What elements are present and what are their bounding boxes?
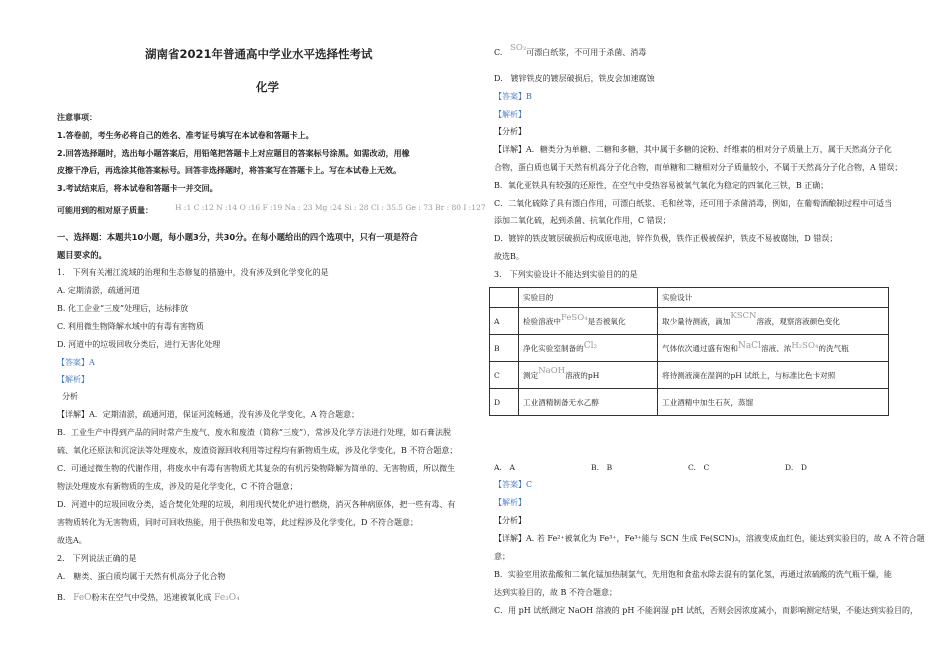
- q1-detail-1: 【详解】A．定期清淤，疏通河道，保证河流畅通，没有涉及化学变化，A 符合题意；: [57, 410, 360, 419]
- design-text: 取少量待测液，滴加: [662, 316, 731, 326]
- row-design: [658, 308, 889, 335]
- q1-option-d: D. 河道中的垃圾回收分类后，进行无害化处理: [57, 340, 221, 349]
- q2-option-c: [494, 43, 647, 58]
- q1-answer: 【答案】A: [57, 358, 95, 367]
- q3-answer: 【答案】C: [494, 480, 533, 489]
- table-cell: [490, 288, 519, 308]
- q1-fenxi: 分析: [62, 392, 78, 401]
- q2-analysis-tag: 【解析】: [494, 110, 526, 119]
- row-design: [658, 335, 889, 362]
- row-goal: [519, 362, 658, 389]
- row-goal: [519, 308, 658, 335]
- row-label: C: [490, 362, 519, 389]
- q1-analysis-tag: 【解析】: [57, 375, 89, 384]
- row-design: 工业酒精中加生石灰，蒸馏: [658, 389, 889, 416]
- q1-detail-3: 硫、氧化还原法和沉淀法等处理废水，废渣资源回收利用等过程均有新物质生成，涉及化学变化，B 不符合题意；: [57, 446, 458, 455]
- goal-formula: NaOH: [538, 365, 566, 376]
- atomic-mass-label: 可能用到的相对原子质量：: [57, 206, 153, 215]
- goal-text-post: 溶液的pH: [565, 370, 600, 380]
- q2-stem: 2. 下列说法正确的是: [57, 554, 137, 563]
- table-row: [490, 335, 889, 362]
- q2-detail-5: 添加二氧化硫，起到杀菌、抗氧化作用，C 错误；: [494, 216, 671, 225]
- q3-option-c: C. C: [688, 463, 710, 472]
- design-formula: NaCl: [737, 340, 761, 351]
- design-text-post: 溶液，观察溶液颜色变化: [756, 316, 840, 326]
- row-goal: 工业酒精制备无水乙醇: [519, 389, 658, 416]
- q2-answer: 【答案】B: [494, 92, 532, 101]
- section-heading-2: 题目要求的。: [57, 250, 107, 260]
- q3-option-d: D. D: [785, 463, 807, 472]
- q2-detail-2: 合物，蛋白质也属于天然有机高分子化合物，而单糖和二糖相对分子质量较小，不属于天然高分子化合物，A 错误；: [494, 163, 903, 172]
- q3-detail-1: 【详解】A. 若 Fe²⁺被氧化为 Fe³⁺，Fe³⁺能与 SCN 生成 Fe(SCN)₃，溶液变成血红色，能达到实验目的，故 A 不符合题: [494, 534, 925, 543]
- table-row: [490, 362, 889, 389]
- q3-option-a: A. A: [494, 463, 515, 472]
- design-formula: KSCN: [730, 310, 757, 321]
- note-2a: 2.回答选择题时，选出每小题答案后，用铅笔把答题卡上对应题目的答案标号涂黑。如需改动，用橡: [57, 149, 410, 158]
- note-2b: 皮擦干净后，再选涂其他答案标号。回答非选择题时，将答案写在答题卡上。写在本试卷上无效。: [57, 166, 401, 175]
- goal-text: 检验溶液中: [523, 316, 561, 326]
- table-row: [490, 389, 889, 416]
- goal-text: 净化实验室制备的: [523, 343, 584, 353]
- q2-option-d: D. 镀锌铁皮的镀层破损后，铁皮会加速腐蚀: [494, 74, 655, 83]
- row-goal: [519, 335, 658, 362]
- q2-detail-1: 【详解】A．糖类分为单糖、二糖和多糖，其中属于多糖的淀粉、纤维素的相对分子质量上万，属于天然高分子化: [494, 145, 892, 154]
- q3-stem: 3. 下列实验设计不能达到实验目的的是: [494, 270, 638, 279]
- q1-stem: 1. 下列有关湘江流域的治理和生态修复的措施中，没有涉及到化学变化的是: [57, 268, 329, 277]
- table-header-row: [490, 288, 889, 308]
- q3-fenxi: 【分析】: [494, 516, 526, 525]
- row-label: A: [490, 308, 519, 335]
- goal-text: 测定: [523, 370, 539, 380]
- goal-formula: FeSO₄: [560, 312, 588, 323]
- q2-detail-3: B．氧化亚铁具有较强的还原性，在空气中受热容易被氧气氧化为稳定的四氧化三铁，B 正确；: [494, 181, 829, 190]
- q1-option-c: C. 利用微生物降解水域中的有毒有害物质: [57, 322, 204, 331]
- design-text-post: 的洗气瓶: [818, 343, 849, 353]
- goal-text-post: 是否被氧化: [587, 316, 626, 326]
- section-heading-1: 一、选择题：本题共10小题，每小题3分，共30分。在每小题给出的四个选项中，只有一项是符合: [57, 232, 418, 242]
- q1-option-b: B. 化工企业“三废”处理后，达标排放: [57, 304, 189, 313]
- q1-detail-6: D．河道中的垃圾回收分类，适合焚化处理的垃圾，利用现代焚化炉进行燃烧，消灭各种病原体，把一些有毒、有: [57, 500, 456, 509]
- q3-option-b: B. B: [591, 463, 613, 472]
- table-header-goal: 实验目的: [519, 288, 658, 308]
- row-label: D: [490, 389, 519, 416]
- page-title: 湖南省2021年普通高中学业水平选择性考试: [145, 47, 373, 61]
- table-header-design: 实验设计: [658, 288, 889, 308]
- design-text: 气体依次通过盛有饱和: [662, 343, 738, 353]
- q1-detail-4: C．可通过微生物的代谢作用，将废水中有毒有害物质尤其复杂的有机污染物降解为简单的、无害物质，所以微生: [57, 464, 456, 473]
- notes-heading: 注意事项：: [57, 113, 97, 122]
- q1-detail-2: B．工业生产中得到产品的同时常产生废气、废水和废渣（简称“三废”），常涉及化学方法进行处理，如石膏法脱: [57, 428, 452, 437]
- row-label: B: [490, 335, 519, 362]
- q2-b-text: 粉末在空气中受热，迅速被氧化成: [91, 593, 212, 602]
- q1-detail-5: 物法处理废水有新物质的生成，涉及的是化学变化，C 不符合题意；: [57, 482, 298, 491]
- design-text-mid: 溶液、浓: [760, 343, 792, 353]
- subject-title: 化学: [256, 80, 279, 94]
- q2-c-formula: SO₂: [510, 43, 527, 53]
- q1-conclusion: 故选A。: [57, 536, 87, 545]
- atomic-mass-values: H :1 C :12 N :14 O :16 F :19 Na : 23 Mg :24 Si : 28 Cl : 35.5 Ge : 73 Br : 80 I :127: [175, 203, 486, 212]
- q2-fenxi: 【分析】: [494, 127, 526, 136]
- q2-b-formula-2: Fe₃O₄: [214, 593, 240, 603]
- q2-c-text: 可漂白纸浆，不可用于杀菌、消毒: [526, 48, 647, 57]
- table-row: [490, 308, 889, 335]
- goal-formula: Cl₂: [583, 340, 598, 351]
- note-3: 3.考试结束后，将本试卷和答题卡一并交回。: [57, 184, 218, 193]
- design-formula-2: H₂SO₄: [791, 340, 819, 351]
- q1-option-a: A. 定期清淤，疏通河道: [57, 286, 140, 295]
- q2-b-formula: FeO: [73, 593, 92, 603]
- q1-detail-7: 害物质转化为无害物质，同时可回收热能，用于供热和发电等，此过程涉及化学变化，D 不符合题意；: [57, 518, 418, 527]
- q2-option-a: A. 糖类、蛋白质均属于天然有机高分子化合物: [57, 572, 226, 581]
- q2-option-b-label: B.: [57, 593, 66, 602]
- q3-table: [489, 287, 889, 416]
- q2-detail-4: C．二氧化硫除了具有漂白作用，可漂白纸浆、毛和丝等，还可用于杀菌消毒，例如，在葡萄酒酿制过程中可适当: [494, 199, 893, 208]
- q2-conclusion: 故选B。: [494, 252, 524, 261]
- q2-option-b: [57, 593, 240, 603]
- note-1: 1.答卷前，考生务必将自己的姓名、准考证号填写在本试卷和答题卡上。: [57, 131, 314, 140]
- q3-detail-2: B．实验室用浓盐酸和二氧化锰加热制氯气，先用饱和食盐水除去混有的氯化氢，再通过浓硫酸的洗气瓶干燥，能: [494, 570, 892, 579]
- q3-analysis-tag: 【解析】: [494, 498, 526, 507]
- q3-detail-4: C．用 pH 试纸测定 NaOH 溶液的 pH 不能润湿 pH 试纸，否则会因浓度减小，而影响测定结果，不能达到实验目的，: [494, 606, 919, 615]
- q2-option-c-label: C.: [494, 48, 503, 57]
- q3-detail-3: 达到实验目的，故 B 不符合题意；: [494, 588, 617, 597]
- row-design: 将待测液滴在湿润的pH 试纸上，与标准比色卡对照: [658, 362, 889, 389]
- q3-detail-1b: 意；: [494, 552, 510, 561]
- q2-detail-6: D．镀锌的铁皮镀层破损后构成原电池，锌作负极，铁作正极被保护，铁皮不易被腐蚀，D 错误；: [494, 234, 838, 243]
